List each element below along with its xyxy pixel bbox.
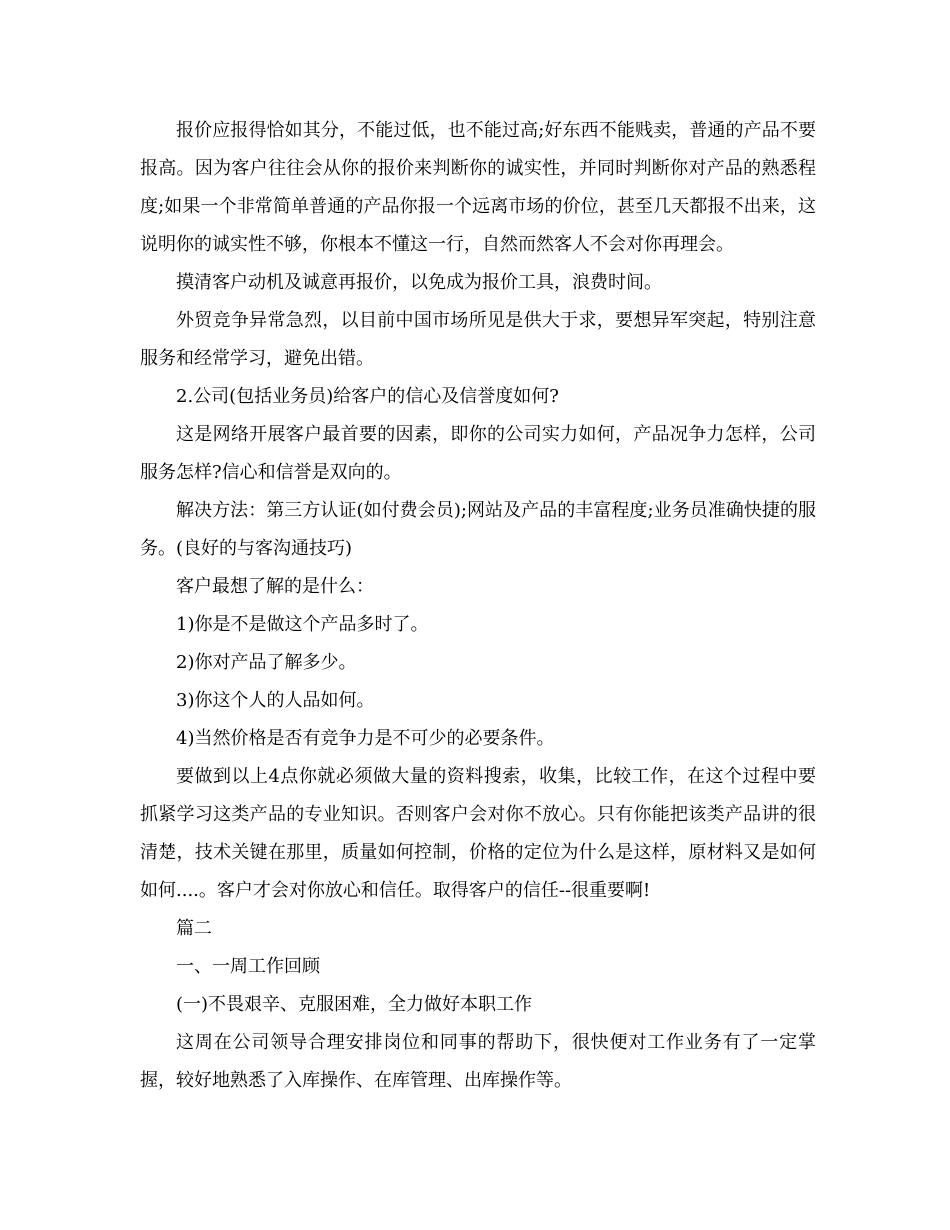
paragraph-quote-strategy: 报价应报得恰如其分，不能过低，也不能过高;好东西不能贱卖，普通的产品不要报高。因为客户往往会从你的报价来判断你的诚实性，并同时判断你对产品的熟悉程度;如果一个非常简单普通的产品你报一个远离市场的价位，甚至几天都报不出来，这说明你的诚实性不够，你根本不懂这一行，自然而然客人不会对你再理会。 [140,120,816,255]
paragraph-weekly-summary: 这周在公司领导合理安排岗位和同事的帮助下，很快便对工作业务有了一定掌握，较好地熟悉了入库操作、在库管理、出库操作等。 [140,1032,816,1091]
list-item-2: 2)你对产品了解多少。 [176,652,357,673]
list-item-4: 4)当然价格是否有竞争力是不可少的必要条件。 [176,728,555,749]
paragraph-client-wants: 客户最想了解的是什么： [176,576,374,597]
paragraph-client-motive: 摸清客户动机及诚意再报价，以免成为报价工具，浪费时间。 [176,272,662,293]
list-item-3: 3)你这个人的人品如何。 [176,690,375,711]
section-heading-part-two: 篇二 [176,918,212,939]
heading-company-credibility: 2.公司(包括业务员)给客户的信心及信誉度如何? [176,386,559,407]
subheading-duty: (一)不畏艰辛、克服困难，全力做好本职工作 [176,994,533,1015]
heading-weekly-review: 一、一周工作回顾 [176,956,320,977]
paragraph-competition: 外贸竞争异常急烈，以目前中国市场所见是供大于求，要想异军突起，特别注意服务和经常学习，避免出错。 [140,310,816,369]
list-item-1: 1)你是不是做这个产品多时了。 [176,614,429,635]
document-body [140,112,816,1100]
paragraph-network-factor: 这是网络开展客户最首要的因素，即你的公司实力如何，产品况争力怎样，公司服务怎样?信心和信誉是双向的。 [140,424,816,483]
paragraph-solution: 解决方法：第三方认证(如付费会员);网站及产品的丰富程度;业务员准确快捷的服务。(良好的与客沟通技巧) [140,500,816,559]
paragraph-research: 要做到以上4点你就必须做大量的资料搜索，收集，比较工作，在这个过程中要抓紧学习这类产品的专业知识。否则客户会对你不放心。只有你能把该类产品讲的很清楚，技术关键在那里，质量如何控制，价格的定位为什么是这样，原材料又是如何如何....。客户才会对你放心和信任。取得客户的信任--很重要啊! [140,766,816,901]
